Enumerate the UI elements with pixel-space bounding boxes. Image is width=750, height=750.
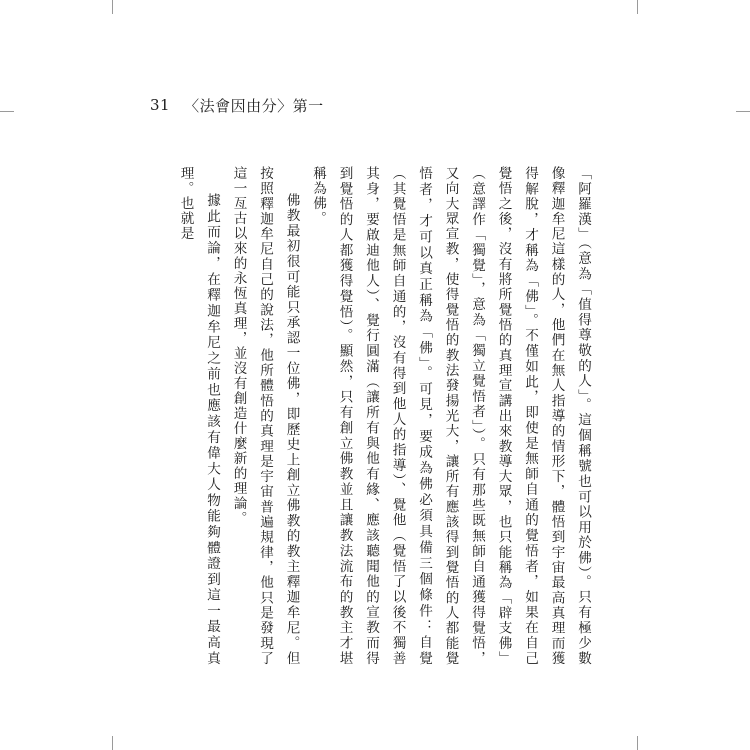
chapter-title: 〈法會因由分〉第一 — [184, 96, 324, 115]
body-text — [176, 166, 596, 666]
crop-mark-right-top — [736, 111, 750, 112]
paragraph: 佛教最初很可能只承認一位佛，即歷史上創立佛教的教主釋迦牟尼。但按照釋迦牟尼自己的說法，他所體悟的真理是宇宙普遍規律，他只是發現了這一亙古以來的永恆真理，並沒有創造什麼新的理論。 — [230, 166, 300, 666]
crop-mark-top-left — [112, 0, 113, 14]
paragraph-continued: 「阿羅漢」（意為「值得尊敬的人」。這個稱號也可以用於佛）。只有極少數像釋迦牟尼這樣的人，他們在無人指導的情形下，體悟到宇宙最高真理而獲得解脫，才稱為「佛」。不僅如此，即使是無師自通的覺悟者，如果在自己覺悟之後，沒有將所覺悟的真理宣講出來教導大眾，也只能稱為「辟支佛」（意譯作「獨覺」，意為「獨立覺悟者」）。只有那些既無師自通獲得覺悟，又向大眾宣教，使得覺悟的教法發揚光大，讓所有應該得到覺悟的人都能覺悟者，才可以真正稱為「佛」。可見，要成為佛必須具備三個條件：自覺（其覺悟是無師自通的，沒有得到他人的指導）、覺他（覺悟了以後不獨善其身，要啟迪他人）、覺行圓滿（讓所有與他有緣、應該聽聞他的宣教而得到覺悟的人都獲得覺悟）。顯然，只有創立佛教並且讓教法流布的教主才堪稱為佛。 — [310, 166, 591, 666]
crop-mark-top-right — [637, 0, 638, 14]
paragraph: 據此而論，在釋迦牟尼之前也應該有偉大人物能夠體證到這一最高真理。也就是 — [177, 166, 220, 666]
crop-mark-left-top — [0, 111, 14, 112]
running-head — [150, 94, 324, 116]
page-number: 31 — [150, 96, 171, 114]
crop-mark-bottom-left — [112, 736, 113, 750]
crop-mark-bottom-right — [637, 736, 638, 750]
